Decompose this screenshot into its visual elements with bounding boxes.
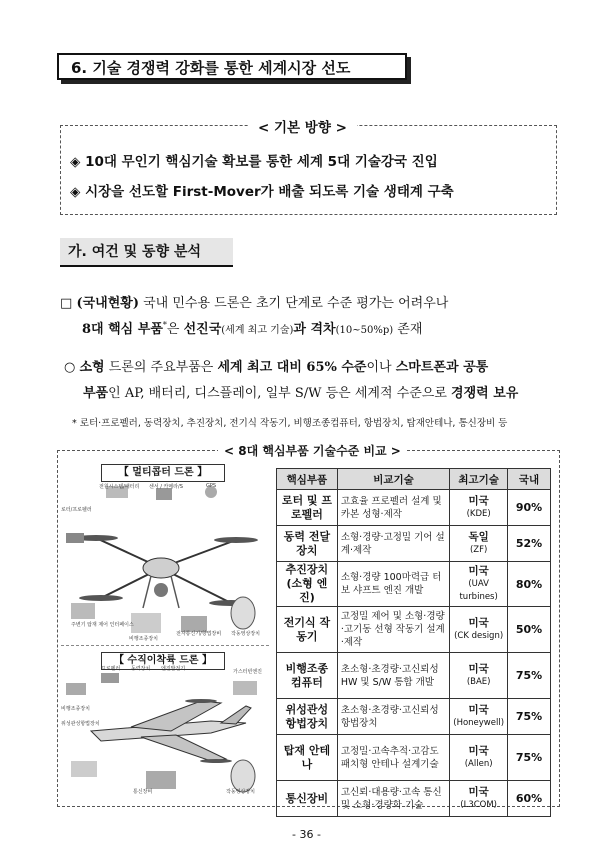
label: GPS [206,483,217,489]
country: 미국 [468,564,489,577]
country: 미국 [468,662,489,675]
core-part-cell: 로터 및 프로펠러 [277,490,338,526]
text: 은 [166,322,184,337]
domestic-level-cell: 60% [508,781,551,817]
label: 엔진발전기 [161,666,186,672]
label: 동력장치 [131,666,151,672]
top-tech-cell [450,699,508,735]
advanced-countries: 선진국 [183,322,222,337]
text: 존재 [393,322,423,337]
domestic-status-line-2 [82,318,422,337]
header-compare-tech: 비교기술 [337,469,449,490]
label: 프로펠러 [101,666,121,672]
top-tech-cell [450,735,508,781]
label: 로터/프로펠러 [61,507,92,513]
table-row [277,490,551,526]
section-title: 6. 기술 경쟁력 강화를 통한 세계시장 선도 [57,53,407,80]
bold: 부품 [83,386,109,401]
vtol-title: 【 수직이착륙 드론 】 [101,652,225,670]
top-tech-cell [450,526,508,562]
label: 위성관성항법장치 [61,721,100,727]
country: 미국 [468,785,489,798]
table-caption: < 8대 핵심부품 기술수준 비교 > [218,442,407,459]
country: 독일 [468,530,489,543]
domestic-level-cell: 50% [508,607,551,653]
bold: 소형 [79,360,105,375]
top-tech-cell [450,653,508,699]
company: (UAV turbines) [459,578,498,602]
text: 인 AP, 배터리, 디스플레이, 일부 S/W 등은 세계적 수준으로 [108,386,452,401]
table-row [277,653,551,699]
domestic-level-cell: 75% [508,735,551,781]
country: 미국 [468,616,489,629]
basic-direction-box [60,125,557,215]
domestic-level-cell: 52% [508,526,551,562]
small-drone-line-1 [64,356,488,375]
table-row [277,781,551,817]
table-row [277,699,551,735]
table-row [277,562,551,607]
domestic-level-cell: 75% [508,699,551,735]
top-tech-cell [450,562,508,607]
domestic-status-line-1 [60,292,448,311]
bold: 세계 최고 대비 65% 수준 [217,360,367,375]
table-row [277,526,551,562]
compare-tech-cell: 소형·경량 100마력급 터보 샤프트 엔진 개발 [337,562,449,607]
circle-bullet: ○ [64,360,76,375]
company: (Honeywell) [453,717,505,728]
basic-direction-item-1: ◈ 10대 무인기 핵심기술 확보를 통한 세계 5대 기술강국 진입 [70,154,438,170]
compare-tech-cell: 고정밀 제어 및 소형·경량·고기동 선형 작동기 설계·제작 [337,607,449,653]
domestic-level-cell: 90% [508,490,551,526]
tech-comparison-table [276,468,551,817]
core-part-cell: 위성관성 항법장치 [277,699,338,735]
vtol-illustration [61,661,269,801]
company: (ZF) [469,544,488,555]
subsection-title: 가. 여건 및 동향 분석 [60,238,233,267]
top-tech-cell [450,781,508,817]
small-drone-line-2 [83,382,518,401]
basic-direction-caption: < 기본 방향 > [248,116,357,136]
basic-direction-item-2: ◈ 시장을 선도할 First-Mover가 배출 되도록 기술 생태계 구축 [70,184,454,200]
domestic-level-cell: 80% [508,562,551,607]
label: 통신장비 [133,789,153,795]
top-tech-cell [450,490,508,526]
gap-range: (10~50%p) [335,325,394,336]
compare-tech-cell: 고효율 프로펠러 설계 및 카본 성형·제작 [337,490,449,526]
panel-divider [61,645,269,646]
page-number: - 36 - [292,828,321,841]
domestic-status-text: 국내 민수용 드론은 초기 단계로 수준 평가는 어려우나 [138,296,449,311]
table-row [277,735,551,781]
core-part-cell: 비행조종 컴퓨터 [277,653,338,699]
core-part-cell: 동력 전달장치 [277,526,338,562]
square-bullet: □ [60,296,73,311]
domestic-status-head: (국내현황) [76,296,139,311]
compare-tech-cell: 초소형·초경량·고신뢰성 HW 및 S/W 통합 개발 [337,653,449,699]
label: 비행조종장치 [61,706,90,712]
bold: 경쟁력 보유 [451,386,519,401]
footnote-mark: * [162,320,167,330]
header-core-part: 핵심부품 [277,469,338,490]
domestic-level-cell: 75% [508,653,551,699]
country: 미국 [468,703,489,716]
core-part-cell: 탑재 안테나 [277,735,338,781]
core-parts-term: 8대 핵심 부품 [82,322,163,337]
header-top-tech: 최고기술 [450,469,508,490]
label: 주변기 탑재 제어 인터페이스 [71,622,134,628]
table-header-row [277,469,551,490]
label: 전원시스템/배터리 [99,484,140,490]
note-small: (세계 최고 기술) [221,325,294,336]
label: 작동영상장치 [226,789,255,795]
core-part-cell: 통신장비 [277,781,338,817]
country: 미국 [468,494,489,507]
company: (Allen) [464,758,493,769]
gap-term: 과 격차 [293,322,336,337]
label: 가스터빈엔진 [233,669,262,675]
label: 작동영상장치 [231,631,260,637]
core-part-cell: 전기식 작동기 [277,607,338,653]
compare-tech-cell: 고신뢰·대용량·고속 통신 및 소형·경량화 기술 [337,781,449,817]
text: 드론의 주요부품은 [104,360,218,375]
core-part-cell: 추진장치 (소형 엔진) [277,562,338,607]
multicopter-title: 【 멀티콥터 드론 】 [101,464,225,482]
text: 이나 [366,360,396,375]
company: (BAE) [466,676,491,687]
company: (L3COM) [460,799,498,810]
compare-tech-cell: 초소형·초경량·고신뢰성 항법장치 [337,699,449,735]
footnote: * 로터·프로펠러, 동력장치, 추진장치, 전기식 작동기, 비행조종컴퓨터, 항법장치, 탑재안테나, 통신장비 등 [72,418,508,429]
company: (KDE) [466,508,491,519]
label: 전자통신기/항법장비 [176,631,222,637]
table-row [277,607,551,653]
top-tech-cell [450,607,508,653]
company: (CK design) [454,630,504,641]
country: 미국 [468,744,489,757]
label: 센서 / 카메라/S [149,484,183,490]
label: 비행조종장치 [129,636,158,642]
header-domestic: 국내 [508,469,551,490]
drone-figure-panel [61,458,269,801]
compare-tech-cell: 소형·경량·고정밀 기어 설계·제작 [337,526,449,562]
bold: 스마트폰과 공통 [395,360,489,375]
compare-tech-cell: 고정밀·고속추적·고감도 패치형 안테나 설계기술 [337,735,449,781]
